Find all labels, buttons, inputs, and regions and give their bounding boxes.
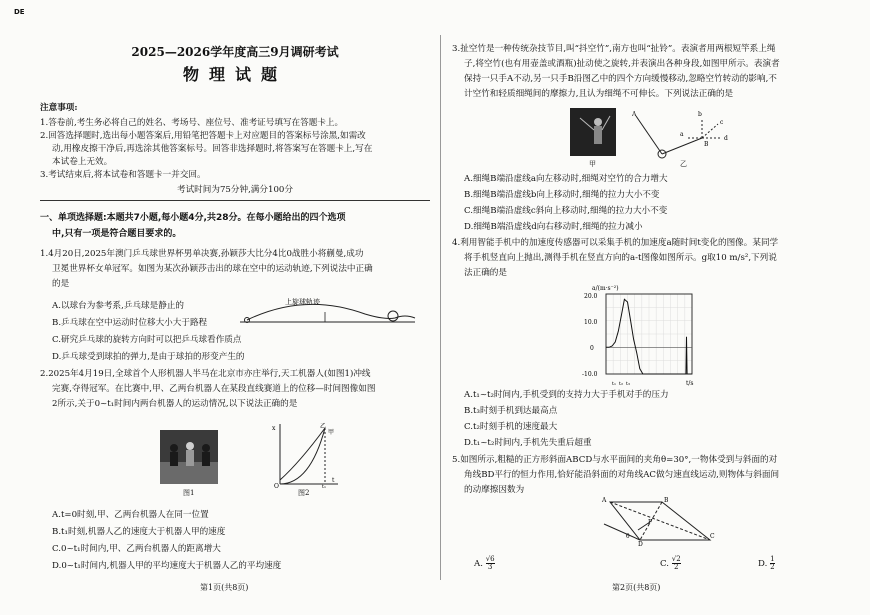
notice-heading: 注意事项:: [40, 103, 78, 113]
q1-stem: 卫冕世界杯女单冠军。如图为某次孙颖莎击出的球在空中的运动轨迹,下列说法中正确: [52, 264, 373, 274]
svg-text:B: B: [704, 141, 709, 148]
q2-stem: 2.2025年4月19日,全球首个人形机器人半马在北京市亦庄举行,天工机器人(如图1)冲线: [40, 369, 371, 379]
q2-option-d: D.0~t₁时间内,机器人甲的平均速度大于机器人乙的平均速度: [52, 561, 282, 571]
svg-text:t: t: [332, 477, 335, 484]
incline-diagram: [600, 494, 720, 546]
diabolo-photo: [570, 108, 616, 156]
fig2-label: 图2: [298, 489, 310, 497]
q2-option-b: B.t₁时刻,机器人乙的速度大于机器人甲的速度: [52, 527, 226, 537]
q1-stem: 1.4月20日,2025年澳门乒乓球世界杯男单决赛,孙颖莎大比分4比0战胜小将蒯曼,成功: [40, 249, 364, 259]
notice-line: 2.回答选择题时,选出每小题答案后,用铅笔把答题卡上对应题目的答案标号涂黑,如需改: [40, 131, 366, 141]
svg-text:A: A: [602, 497, 607, 504]
q1-option-b: B.乒乓球在空中运动时位移大小大于路程: [52, 318, 208, 328]
at-xlabel: t/s: [686, 380, 694, 386]
svg-text:F: F: [648, 519, 653, 526]
svg-text:x: x: [272, 425, 276, 432]
notice-line: 本试卷上无效。: [52, 157, 113, 167]
svg-text:A: A: [632, 111, 637, 118]
xt-graph: [270, 422, 340, 488]
svg-text:θ: θ: [626, 533, 630, 540]
q4-option-d: D.t₁~t₂时间内,手机先失重后超重: [464, 438, 592, 448]
q4-stem: 4.利用智能手机中的加速度传感器可以采集手机的加速度a随时间t变化的图像。某同学: [452, 238, 779, 248]
page-footer-1: 第1页(共8页): [200, 583, 249, 592]
robot-race-photo: [160, 430, 218, 484]
q3-stem: 保持一只手A不动,另一只手B沿图乙中的四个方向缓慢移动,忽略空竹转动的影响,不: [464, 74, 777, 84]
q3-fig-a-label: 甲: [589, 160, 596, 168]
q1-option-c: C.研究乒乓球的旋转方向时可以把乒乓球看作质点: [52, 335, 242, 345]
notice-line: 3.考试结束后,将本试卷和答题卡一并交回。: [40, 170, 206, 180]
svg-text:D: D: [638, 541, 643, 546]
time-score: 考试时间为75分钟,满分100分: [176, 185, 293, 195]
q5-option-c: C. $\frac{√2}{2}$: [660, 555, 681, 571]
q4-stem: 法正确的是: [464, 268, 507, 278]
at-tick: 0: [590, 345, 594, 352]
q3-option-a: A.细绳B端沿虚线a向左移动时,细绳对空竹的合力增大: [464, 174, 668, 184]
right-column: [452, 0, 852, 615]
svg-text:a: a: [680, 131, 684, 138]
q1-stem: 的是: [52, 279, 70, 289]
q5-stem: 5.如图所示,粗糙的正方形斜面ABCD与水平面间的夹角θ=30°,一物体受到与斜面的对: [452, 455, 778, 465]
svg-text:B: B: [664, 497, 669, 504]
svg-text:O: O: [274, 483, 279, 488]
q5-stem: 角线BD平行的恒力作用,恰好能沿斜面的对角线AC做匀速直线运动,则物体与斜面间: [464, 470, 780, 480]
section-heading: 中,只有一项是符合题目要求的。: [52, 229, 182, 239]
section-heading: 一、单项选择题:本题共7小题,每小题4分,共28分。在每小题给出的四个选项: [40, 213, 346, 223]
q5-option-a: A. $\frac{√6}{3}$: [474, 555, 495, 571]
q3-stem: 3.扯空竹是一种传统杂技节目,叫“抖空竹”,南方也叫“扯铃”。表演者用两根短竿系上绳: [452, 44, 776, 54]
q4-option-b: B.t₃时刻手机到达最高点: [464, 406, 558, 416]
column-divider: [440, 35, 441, 580]
main-title: 物理试题: [182, 65, 287, 84]
page-footer-2: 第2页(共8页): [612, 583, 661, 592]
svg-text:d: d: [724, 135, 728, 142]
q3-stem: 计空竹和轻质细绳间的摩擦力,且认为细绳不可伸长。下列说法正确的是: [464, 89, 734, 99]
left-column: [40, 0, 430, 615]
at-ylabel: a/(m·s⁻²): [592, 285, 619, 292]
svg-text:甲: 甲: [328, 429, 335, 436]
q1-fig-label: 上旋球轨迹: [285, 298, 320, 306]
at-t-tick: t₃: [626, 381, 631, 386]
q2-option-a: A.t=0时刻,甲、乙两台机器人在同一位置: [52, 510, 209, 520]
q2-stem: 2所示,关于0~t₁时间内两台机器人的运动情况,以下说法正确的是: [52, 399, 298, 409]
q4-option-a: A.t₁~t₂时间内,手机受到的支持力大于手机对手的压力: [464, 390, 669, 400]
q4-stem: 将手机竖直向上抛出,测得手机在竖直方向的a-t图像如图所示。g取10 m/s²,下列说: [464, 253, 777, 263]
fig1-label: 图1: [183, 489, 195, 497]
svg-text:c: c: [720, 119, 724, 126]
at-tick: 20.0: [584, 293, 598, 300]
q5-stem: 的动摩擦因数为: [464, 485, 525, 495]
at-tick: 10.0: [584, 319, 598, 326]
section-rule: [40, 200, 430, 201]
q1-option-d: D.乒乓球受到球拍的弹力,是由于球拍的形变产生的: [52, 352, 245, 362]
corner-mark: DE: [14, 8, 25, 16]
exam-title: 2025—2026学年度高三9月调研考试: [131, 45, 339, 59]
q5-option-d: D. $\frac{1}{2}$: [758, 555, 775, 571]
q3-option-b: B.细绳B端沿虚线b向上移动时,细绳的拉力大小不变: [464, 190, 660, 200]
at-chart: [582, 282, 702, 386]
svg-text:b: b: [698, 111, 702, 118]
q3-fig-b-label: 乙: [680, 160, 687, 168]
q1-option-a: A.以球台为参考系,乒乓球是静止的: [52, 301, 184, 311]
notice-line: 动,用橡皮擦干净后,再选涂其他答案标号。回答非选择题时,将答案写在答题卡上,写在: [52, 144, 373, 154]
q2-stem: 完赛,夺得冠军。在比赛中,甲、乙两台机器人在某段直线赛道上的位移—时间图像如图: [52, 384, 376, 394]
q1-trajectory-figure: [235, 294, 420, 332]
at-t-tick: t₂: [619, 381, 624, 386]
q3-option-c: C.细绳B端沿虚线c斜向上移动时,细绳的拉力大小不变: [464, 206, 668, 216]
q3-option-d: D.细绳B端沿虚线d向右移动时,细绳的拉力减小: [464, 222, 643, 232]
svg-text:C: C: [710, 533, 715, 540]
svg-text:乙: 乙: [320, 423, 327, 430]
q3-diagram: [632, 106, 742, 168]
q3-stem: 子,将空竹(也有用壶盖或酒瓶)扯动使之旋转,并表演出各种身段,如图甲所示。表演者: [464, 59, 780, 69]
at-tick: -10.0: [582, 371, 598, 378]
svg-text:t₁: t₁: [322, 484, 327, 488]
q2-option-c: C.0~t₁时间内,甲、乙两台机器人的距离增大: [52, 544, 221, 554]
q4-option-c: C.t₂时刻手机的速度最大: [464, 422, 558, 432]
notice-line: 1.答卷前,考生务必将自己的姓名、考场号、座位号、准考证号填写在答题卡上。: [40, 118, 344, 128]
at-t-tick: t₁: [612, 381, 617, 386]
